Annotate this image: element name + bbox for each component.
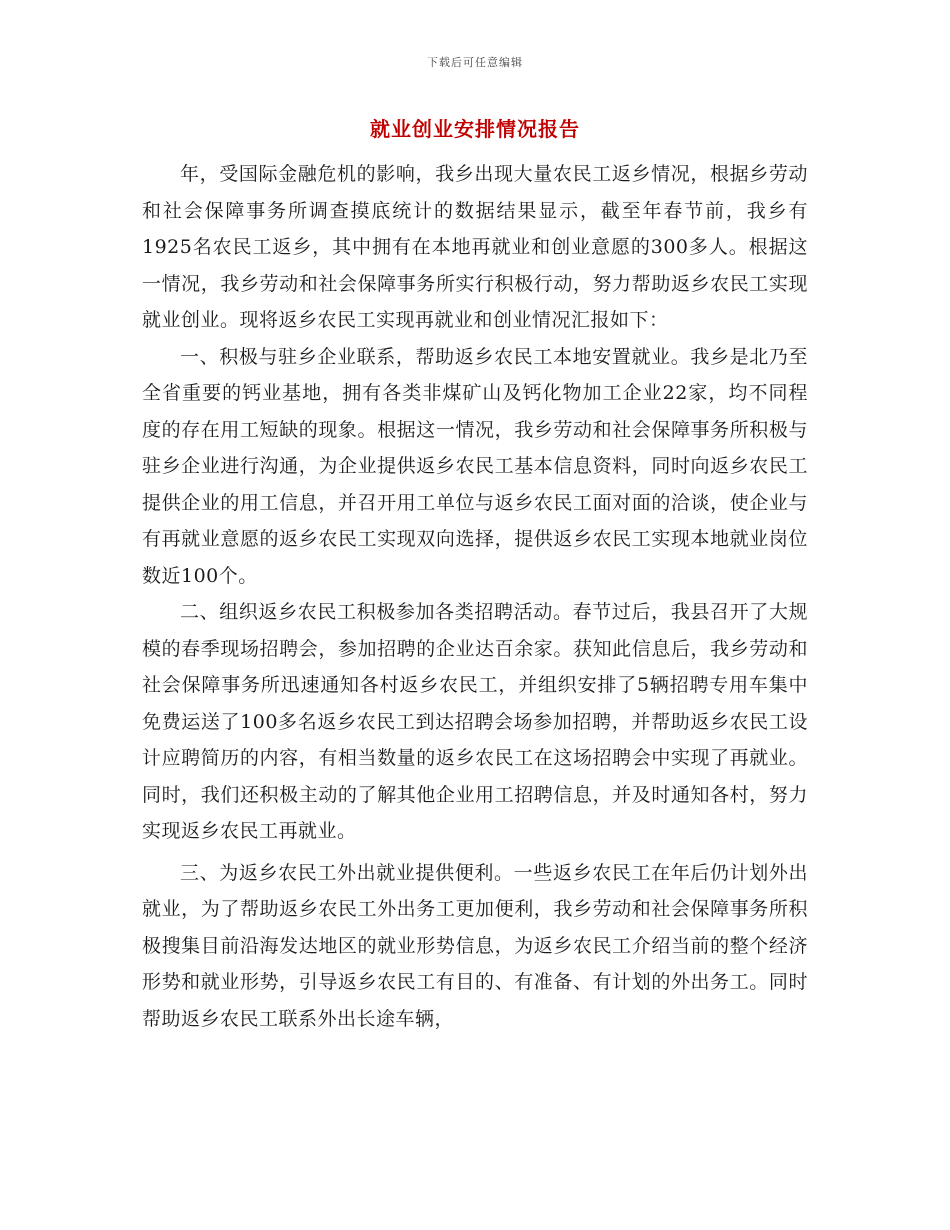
header-note: 下载后可任意编辑 <box>427 56 523 69</box>
paragraph-section-2: 二、组织返乡农民工积极参加各类招聘活动。春节过后，我县召开了大规模的春季现场招聘会，参加招聘的企业达百余家。获知此信息后，我乡劳动和社会保障事务所迅速通知各村返乡农民工，并组织安排了5辆招聘专用车集中免费运送了100多名返乡农民工到达招聘会场参加招聘，并帮助返乡农民工设计应聘简历的内容，有相当数量的返乡农民工在这场招聘会中实现了再就业。同时，我们还积极主动的了解其他企业用工招聘信息，并及时通知各村，努力实现返乡农民工再就业。 <box>142 601 808 842</box>
paragraph-intro: 年，受国际金融危机的影响，我乡出现大量农民工返乡情况，根据乡劳动和社会保障事务所调查摸底统计的数据结果显示，截至年春节前，我乡有1925名农民工返乡，其中拥有在本地再就业和创业意愿的300多人。根据这一情况，我乡劳动和社会保障事务所实行积极行动，努力帮助返乡农民工实现就业创业。现将返乡农民工实现再就业和创业情况汇报如下： <box>142 163 808 331</box>
paragraph-section-1: 一、积极与驻乡企业联系，帮助返乡农民工本地安置就业。我乡是北乃至全省重要的钙业基地，拥有各类非煤矿山及钙化物加工企业22家，均不同程度的存在用工短缺的现象。根据这一情况，我乡劳动和社会保障事务所积极与驻乡企业进行沟通，为企业提供返乡农民工基本信息资料，同时向返乡农民工提供企业的用工信息，并召开用工单位与返乡农民工面对面的洽谈，使企业与有再就业意愿的返乡农民工实现双向选择，提供返乡农民工实现本地就业岗位数近100个。 <box>142 345 808 587</box>
paragraph-section-3: 三、为返乡农民工外出就业提供便利。一些返乡农民工在年后仍计划外出就业，为了帮助返乡农民工外出务工更加便利，我乡劳动和社会保障事务所积极搜集目前沿海发达地区的就业形势信息，为返乡农民工介绍当前的整个经济形势和就业形势，引导返乡农民工有目的、有准备、有计划的外出务工。同时帮助返乡农民工联系外出长途车辆， <box>142 861 808 1030</box>
page-title: 就业创业安排情况报告 <box>370 117 580 141</box>
document-body <box>142 156 808 1037</box>
